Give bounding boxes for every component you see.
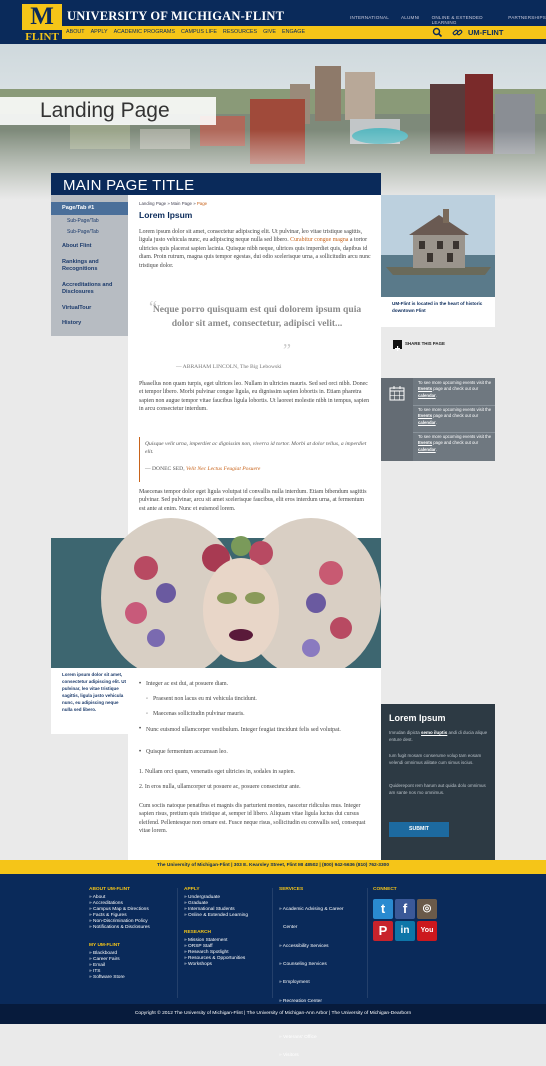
- bullet-icon: •: [139, 681, 142, 687]
- sidebar-subitem-1[interactable]: Sub-Page/Tab: [67, 218, 99, 224]
- blockquote-rule: [139, 437, 140, 482]
- ordered-list-item: 2. In eros nulla, ullamcorper ut posuere ac, posuere consectetur ante.: [139, 784, 301, 790]
- breadcrumb-current: Page: [196, 201, 208, 206]
- content-heading: Lorem Ipsum: [139, 210, 193, 220]
- utility-link-alumni[interactable]: ALUMNI: [401, 15, 420, 20]
- closing-paragraph: Cum sociis natoque penatibus et magnis dis parturient montes, nascetur ridiculus mus. Integer sapien risus, pretium quis tristique at, semper id libero. Aliquam vitae ligula luctus dui cursus eleifend. Pellentesque non ornare est. Fusce neque risus, sollicitudin eu convallis sed, consequat vitae lorem.: [139, 803, 366, 835]
- hero-title: Landing Page: [40, 99, 170, 122]
- address-text: The University of Michigan-Flint | 303 E. Kearsley Street, Flint MI 48502 | (800) 942-5636 (810) 762-3300: [157, 863, 389, 868]
- list-item: Praesent non lacus eu mi vehicula tincidunt.: [153, 696, 257, 702]
- nav-campus-life[interactable]: CAMPUS LIFE: [180, 29, 217, 35]
- umflint-logo[interactable]: [22, 4, 62, 44]
- footer-link[interactable]: » Veterans' Office: [279, 1035, 317, 1041]
- sub-bullet-icon: ◦: [146, 711, 149, 717]
- footer-link[interactable]: » Workshops: [184, 962, 212, 968]
- form-heading: Lorem Ipsum: [389, 713, 446, 723]
- footer-divider: [367, 888, 368, 998]
- footer-divider: [177, 888, 178, 998]
- nav-give[interactable]: GIVE: [263, 29, 276, 35]
- photo-caption: UM-Flint is located in the heart of historic downtown Flint: [392, 301, 483, 313]
- footer-link[interactable]: » Accreditations: [89, 901, 123, 907]
- nav-engage[interactable]: ENGAGE: [281, 29, 306, 35]
- footer-link[interactable]: » Non-Discrimination Policy: [89, 919, 148, 925]
- quote-open-mark: “: [149, 297, 157, 317]
- intro-text-b: a tortor ultricies quis placerat sapien lacinia. Quisque nibh neque, ultrices quis imperdiet quis, dapibus id diam. Proin rutrum, magna quis tempor egestas, dui odio scelerisque urna, a sollicitudin arcu nunc tristique dolor.: [139, 237, 371, 269]
- footer-heading-about: ABOUT UM-FLINT: [89, 887, 131, 892]
- island-house-photo: [381, 195, 495, 297]
- footer-link[interactable]: » Recreation Center: [279, 998, 322, 1004]
- footer-divider: [272, 888, 273, 998]
- footer-heading-apply: APPLY: [184, 887, 200, 892]
- blockquote-author: — DONEC SED,: [145, 466, 187, 472]
- utility-link-partnerships[interactable]: PARTNERSHIPS: [508, 15, 546, 20]
- event-divider: [413, 432, 495, 433]
- search-icon[interactable]: [432, 27, 443, 38]
- footer-link[interactable]: » Facts & Figures: [89, 913, 127, 919]
- nav-about[interactable]: ABOUT: [66, 29, 85, 35]
- intro-inline-link[interactable]: Curabitur congue magna: [290, 237, 349, 244]
- footer-link[interactable]: » Resources & Opportunities: [184, 956, 246, 962]
- submit-button[interactable]: SUBMIT: [389, 822, 449, 837]
- umflint-brand[interactable]: UM-FLINT: [468, 28, 504, 37]
- footer-link[interactable]: » Accessibility Services: [279, 943, 329, 949]
- sidebar-item-about-flint[interactable]: About Flint: [62, 243, 92, 249]
- footer-link[interactable]: » Research Spotlight: [184, 950, 229, 956]
- footer-link[interactable]: » Mission Statement: [184, 938, 228, 943]
- footer-research-links: [184, 938, 245, 968]
- linkedin-icon[interactable]: in: [395, 921, 415, 941]
- footer-link[interactable]: » Online & Extended Learning: [184, 913, 249, 919]
- calendar-link[interactable]: calendar: [418, 392, 436, 398]
- events-link[interactable]: Events: [418, 440, 433, 446]
- plus-icon[interactable]: [393, 340, 402, 349]
- footer: [0, 874, 546, 1004]
- calendar-link[interactable]: calendar: [418, 419, 436, 425]
- social-icons: [373, 897, 439, 943]
- form-text-1: Imrudan dipicta semo iluptis andi di ducia alique enture dest.: [389, 730, 488, 742]
- footer-link[interactable]: » About: [89, 895, 106, 900]
- sub-bullet-icon: ◦: [146, 696, 149, 702]
- footer-heading-services: SERVICES: [279, 887, 304, 892]
- footer-heading-my: MY UM-FLINT: [89, 943, 121, 948]
- sidebar-subitem-2[interactable]: Sub-Page/Tab: [67, 229, 99, 235]
- form-inline-link[interactable]: semo iluptis: [421, 730, 448, 735]
- blockquote-source-link[interactable]: Velit Nec Lectus Feugiat Posuere: [186, 466, 261, 472]
- calendar-icon: [389, 385, 405, 401]
- pull-quote-attribution: — ABRAHAM LINCOLN, The Big Lebowski: [176, 364, 282, 370]
- list-item: Maecenas sollicitudin pulvinar mauris.: [153, 711, 245, 717]
- events-link[interactable]: Events: [418, 386, 433, 392]
- footer-heading-connect: CONNECT: [373, 887, 397, 892]
- calendar-icon-box: [381, 378, 413, 461]
- quote-close-mark: ”: [283, 340, 291, 360]
- footer-link[interactable]: » Graduate: [184, 901, 209, 907]
- sidebar-item-page-tab-1[interactable]: Page/Tab #1: [62, 205, 95, 211]
- sidebar-item-rankings[interactable]: Rankings and Recognitions: [62, 259, 99, 272]
- utility-link-online[interactable]: ONLINE & EXTENDED LEARNING: [431, 15, 483, 25]
- page-title: MAIN PAGE TITLE: [63, 177, 195, 194]
- footer-link[interactable]: » International Students: [184, 907, 235, 913]
- copyright: Copyright © 2012 The University of Michigan-Flint | The University of Michigan-Ann Arbor | The University of Michigan-Dearborn: [134, 1011, 412, 1016]
- body-paragraph-2: Phasellus non quam turpis, eget ultrices leo. Nullam in ultricies mauris. Sed sed orci nibh. Donec et tempor libero. Morbi pulvinar congue ligula, eu dignissim sapien lobortis in. Etiam pharetra sapien non augue tempor vitae faucibus ligula lobortis. Ut laoreet molestie nibh in tempus, sapien in arcu consectetur interdum.: [139, 381, 370, 413]
- logo-letter: M: [30, 3, 54, 30]
- intro-paragraph: [139, 228, 372, 270]
- event-item: To see more upcoming events visit the Events page and check out our calendar.: [418, 434, 492, 452]
- footer-services-links: [279, 895, 344, 1066]
- portrait-caption: Lorem ipsum dolor sit amet, consectetur adipiscing elit. Ut pulvinar, leo vitae tristique sagittis, ligula justo vehicula nunc, eu adipiscing neque nulla sed libero.: [62, 672, 127, 712]
- intro-text-a: Lorem ipsum dolor sit amet, consectetur adipiscing elit. Ut pulvinar, leo vitae tristique sagittis, ligula justo vehicula nunc, eu adipiscing neque nulla sed libero.: [139, 229, 363, 244]
- footer-link[interactable]: » Blackboard: [89, 951, 117, 956]
- list-item: Quisque fermentum accumsan leo.: [146, 749, 228, 755]
- footer-link[interactable]: » Visitors: [279, 1053, 299, 1059]
- sidebar-item-virtual-tour[interactable]: VirtualTour: [62, 305, 92, 311]
- footer-link[interactable]: » ITS: [89, 969, 101, 975]
- footer-about-links: [89, 895, 150, 932]
- blockquote-attribution: [145, 466, 260, 472]
- sidebar-item-accreditations[interactable]: Accreditations and Disclosures: [62, 282, 113, 295]
- footer-link[interactable]: » Employment: [279, 980, 310, 986]
- footer-link[interactable]: » Undergraduate: [184, 895, 221, 900]
- list-item: Nunc euismod ullamcorper vestibulum. Integer feugiat tincidunt felis sed volutpat.: [146, 727, 341, 733]
- event-item: To see more upcoming events visit the Events page and check out our calendar.: [418, 407, 492, 425]
- youtube-icon[interactable]: You: [417, 921, 437, 941]
- footer-apply-links: [184, 895, 248, 919]
- blockquote: Quisque velit urna, imperdiet ac dignissim non, viverra id tortor. Morbi at dolor tellus, a imperdiet elit.: [145, 441, 367, 456]
- footer-link[interactable]: » Software Store: [89, 975, 125, 981]
- event-item: To see more upcoming events visit the Events page and check out our calendar.: [418, 380, 492, 398]
- share-page-link[interactable]: SHARE THIS PAGE: [405, 341, 445, 346]
- calendar-link[interactable]: calendar: [418, 446, 436, 452]
- footer-heading-research: RESEARCH: [184, 930, 211, 935]
- nav-apply[interactable]: APPLY: [90, 29, 108, 35]
- footer-link[interactable]: » Academic Advising & Career: [279, 907, 344, 913]
- sidebar-item-history[interactable]: History: [62, 320, 82, 326]
- footer-link[interactable]: Center: [279, 925, 298, 931]
- body-paragraph-3: Maecenas tempor dolor eget ligula volutpat id convallis nulla interdum. Etiam bibendum sagittis pulvinar. Sed pulvinar, arcu sit amet scelerisque faucibus, elit eros interdum urna, at fermentum est ante at enim. Nunc et euismod lorem.: [139, 489, 367, 512]
- event-divider: [413, 405, 495, 406]
- main-nav: [66, 28, 305, 37]
- footer-link[interactable]: » ORSP Staff: [184, 944, 213, 950]
- pull-quote: Neque porro quisquam est qui dolorem ipsum quia dolor sit amet, consectetur, adipisci velit...: [152, 304, 362, 329]
- utility-link-international[interactable]: INTERNATIONAL: [350, 15, 390, 20]
- footer-link[interactable]: » Counseling Services: [279, 962, 327, 968]
- events-link[interactable]: Events: [418, 413, 433, 419]
- breadcrumb: [139, 201, 207, 206]
- link-icon[interactable]: [452, 27, 463, 38]
- footer-my-links: [89, 951, 125, 981]
- form-text-3: Quiderepont rem harum aut quida dolo omnimus am sante nos mo omnimus.: [389, 783, 486, 795]
- floral-portrait-image: [51, 538, 381, 668]
- list-item: Integer ac est dui, at posuere diam.: [146, 681, 229, 687]
- instagram-icon[interactable]: ◎: [417, 899, 437, 919]
- footer-link[interactable]: » Notifications & Disclosures: [89, 925, 150, 931]
- footer-link[interactable]: » Career Fairs: [89, 957, 120, 963]
- bullet-icon: •: [139, 726, 142, 732]
- nav-resources[interactable]: RESOURCES: [222, 29, 258, 35]
- footer-link[interactable]: » Email: [89, 963, 105, 969]
- utility-nav: [350, 15, 546, 25]
- facebook-icon[interactable]: f: [395, 899, 415, 919]
- ordered-list-item: 1. Nullam orci quam, venenatis eget ultricies in, sodales in sapien.: [139, 769, 296, 775]
- breadcrumb-trail[interactable]: Landing Page » Main Page »: [139, 201, 197, 206]
- twitter-icon[interactable]: t: [373, 899, 393, 919]
- bullet-icon: •: [139, 749, 142, 755]
- logo-word: FLINT: [22, 30, 62, 44]
- university-name[interactable]: UNIVERSITY OF MICHIGAN-FLINT: [67, 9, 285, 23]
- form-text-2: Ium fugit mosam conserume volup tam eosam velendi omnimus aliitate cum simus iscius.: [389, 753, 482, 765]
- pinterest-icon[interactable]: P: [373, 921, 393, 941]
- footer-link[interactable]: » Campus Map & Directions: [89, 907, 149, 913]
- nav-academic-programs[interactable]: ACADEMIC PROGRAMS: [113, 29, 175, 35]
